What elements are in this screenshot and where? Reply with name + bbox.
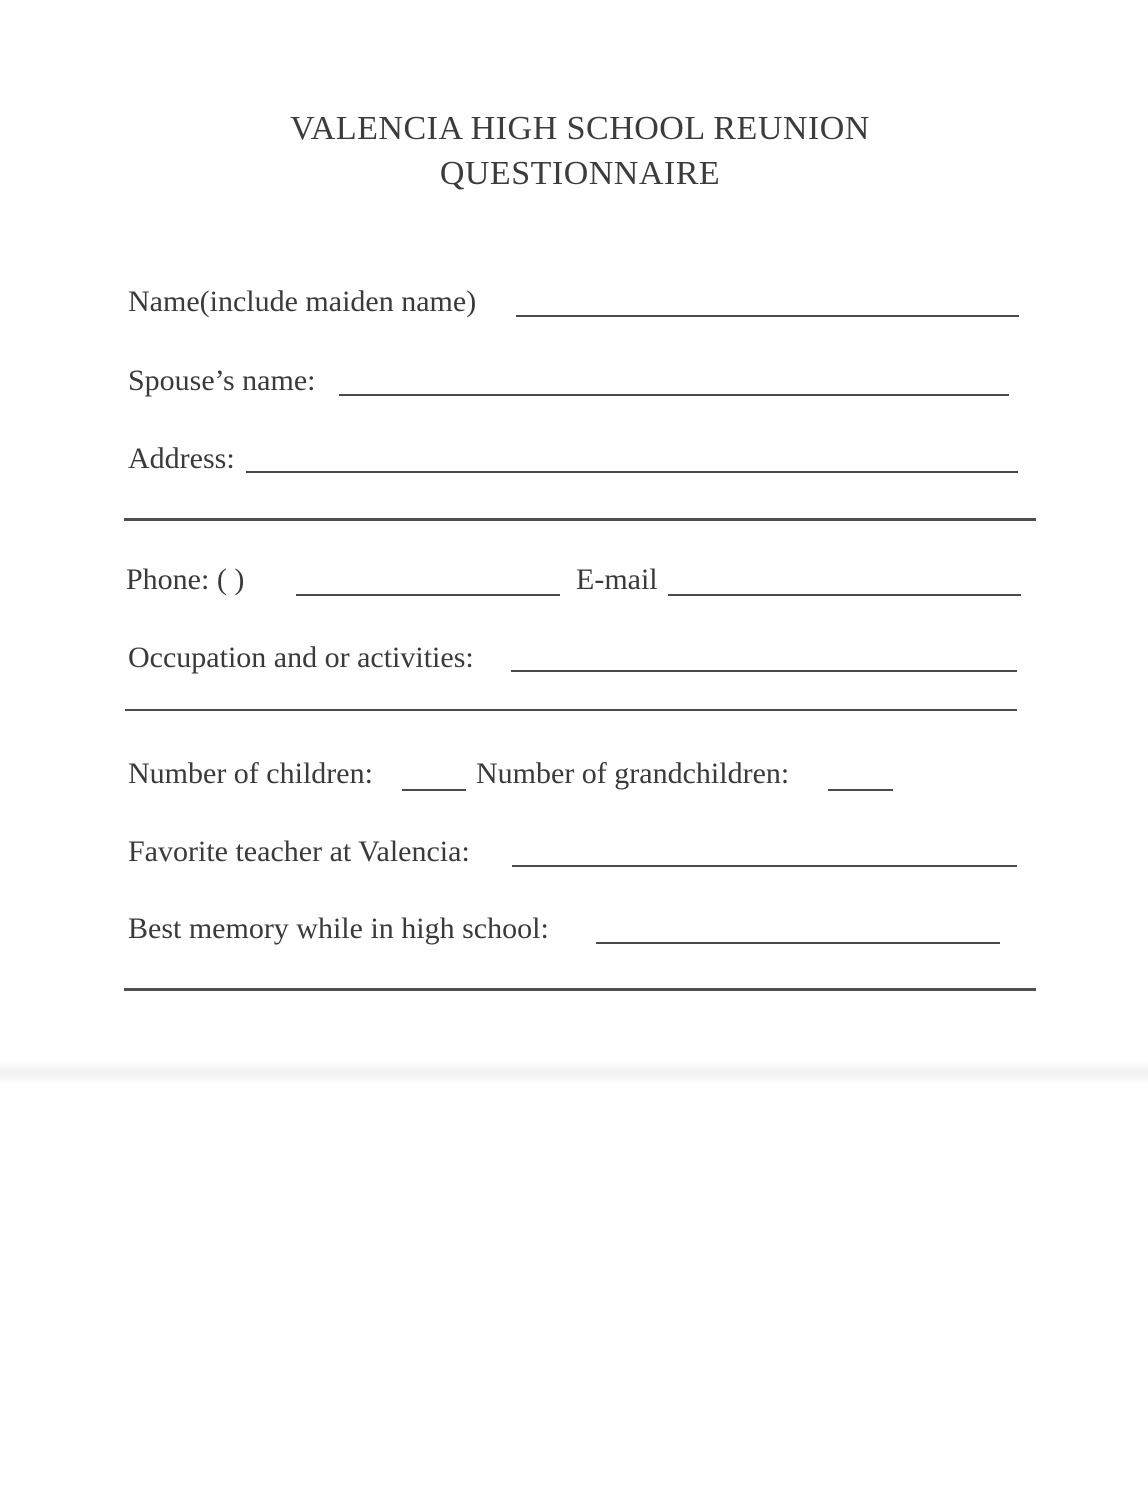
paper-fold-shadow (0, 1062, 1148, 1084)
name-field-line[interactable] (516, 315, 1019, 317)
teacher-field-line[interactable] (512, 865, 1017, 867)
children-field-line[interactable] (402, 789, 466, 791)
email-field-line[interactable] (668, 594, 1021, 596)
grandchildren-label: Number of grandchildren: (476, 757, 790, 790)
phone-field-line[interactable] (296, 594, 560, 596)
occupation-field-line-2[interactable] (125, 709, 1017, 711)
spouse-field-line[interactable] (339, 394, 1009, 396)
memory-field-line-1[interactable] (596, 942, 1000, 944)
form-title: VALENCIA HIGH SCHOOL REUNION (290, 110, 870, 147)
address-field-line-1[interactable] (246, 471, 1018, 473)
form-subtitle: QUESTIONNAIRE (439, 155, 721, 192)
address-label: Address: (128, 442, 235, 475)
phone-label: Phone: ( ) (126, 563, 245, 596)
occupation-label: Occupation and or activities: (128, 641, 474, 674)
spouse-label: Spouse’s name: (128, 364, 316, 397)
occupation-field-line-1[interactable] (511, 670, 1017, 672)
address-field-line-2[interactable] (124, 518, 1036, 521)
email-label: E-mail (576, 563, 658, 596)
children-label: Number of children: (128, 757, 373, 790)
name-label: Name(include maiden name) (128, 285, 477, 318)
memory-field-line-2[interactable] (124, 988, 1036, 991)
grandchildren-field-line[interactable] (828, 789, 893, 791)
teacher-label: Favorite teacher at Valencia: (128, 835, 470, 868)
memory-label: Best memory while in high school: (128, 912, 549, 945)
